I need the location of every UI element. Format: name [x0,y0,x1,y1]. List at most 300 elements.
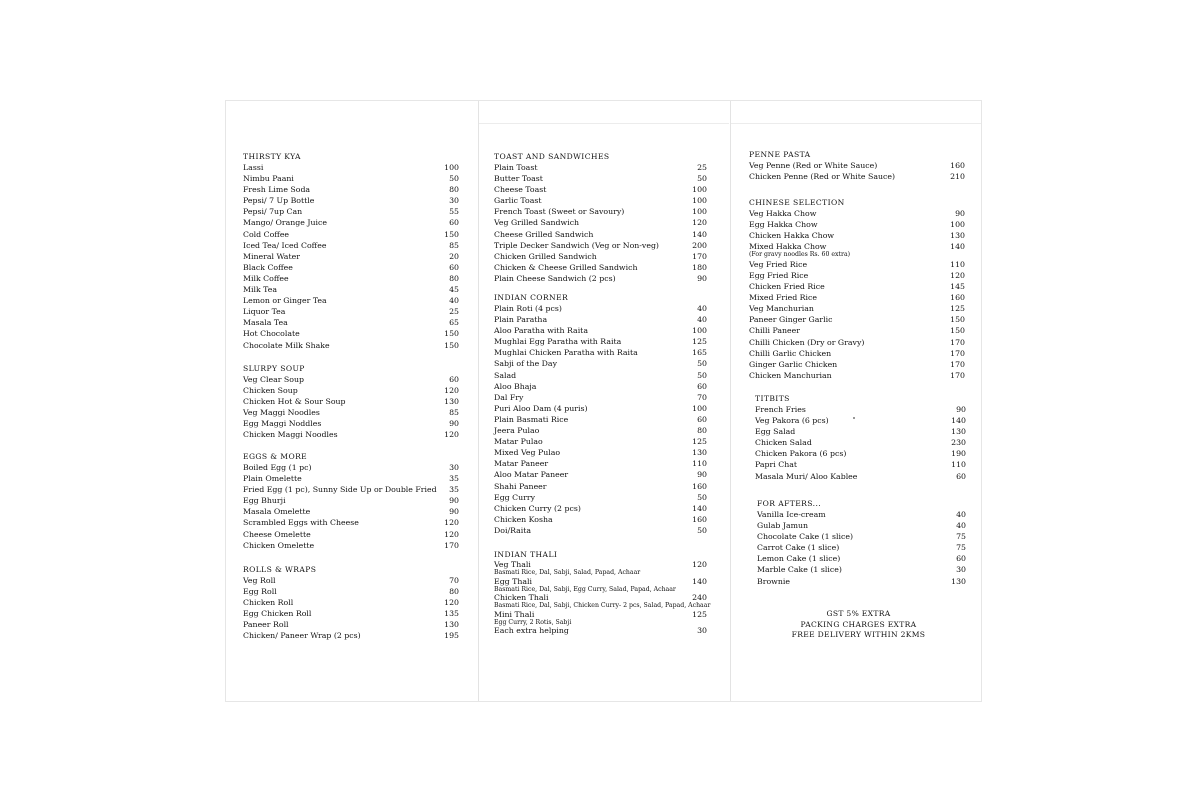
menu-item-name: Plain Omelette [243,474,302,484]
menu-item-name: Egg Salad [755,427,796,437]
menu-item-price: 120 [444,430,459,440]
menu-item [243,195,459,206]
menu-item [494,481,707,492]
menu-item-price: 160 [950,293,965,303]
menu-item-price: 150 [444,229,459,239]
menu-item-price: 40 [956,521,966,531]
menu-item-price: 40 [956,510,966,519]
menu-item-price: 90 [956,405,966,414]
menu-item [494,195,707,206]
menu-item-name: Aloo Bhaja [494,381,537,391]
menu-item-name: Vanilla Ice-cream [757,510,826,519]
menu-item [243,328,459,339]
menu-item [755,415,966,426]
menu-item-name: Chicken Hakka Chow [749,231,835,241]
section-title: INDIAN THALI [494,550,558,559]
menu-item-name: Mixed Veg Pulao [494,448,561,458]
menu-item [494,458,707,469]
menu-item-name: Mini Thali [494,609,535,619]
menu-item-name: Masala Omelette [243,507,311,517]
menu-item-name: Gulab Jamun [757,521,809,531]
menu-item-name: Salad [494,370,517,380]
menu-item [243,162,459,173]
menu-item-name: Chicken Salad [755,438,812,448]
menu-item-name: Cheese Grilled Sandwich [494,229,594,239]
menu-item-price: 80 [449,185,459,195]
menu-item [243,473,459,484]
menu-item-name: Chicken Penne (Red or White Sauce) [749,172,896,182]
menu-item-name: Doi/Raita [494,525,532,535]
menu-item-price: 85 [449,408,459,418]
menu-item-price: 25 [449,307,459,317]
menu-item [243,396,459,407]
menu-item-price: 140 [950,242,965,252]
menu-item-description: Basmati Rice, Dal, Sabji, Chicken Curry- 2 pcs, Salad, Papad, Achaar [494,602,711,609]
menu-item [494,414,707,425]
menu-item-price: 165 [692,348,707,358]
menu-item-price: 20 [449,251,459,261]
menu-item-name: Brownie [757,576,790,586]
menu-item-name: Triple Decker Sandwich (Veg or Non-veg) [494,240,659,250]
menu-column-1 [226,101,477,701]
menu-item [494,162,707,173]
menu-item [243,306,459,317]
menu-item [494,425,707,436]
menu-item-price: 60 [697,414,707,424]
section-penne-pasta [749,149,965,182]
menu-item-name: Chilli Paneer [749,326,800,336]
menu-item [243,418,459,429]
menu-item-price: 60 [449,218,459,228]
menu-item-price: 50 [697,370,707,380]
menu-item-price: 65 [449,318,459,328]
menu-item [243,385,459,396]
menu-item-name: Chicken Maggi Noodles [243,430,338,440]
menu-item-price: 100 [692,207,707,217]
menu-item-name: Chicken Soup [243,386,298,396]
menu-item-name: Cheese Toast [494,185,547,195]
menu-item-name: Veg Maggi Noodles [243,408,320,418]
menu-item-price: 55 [449,207,459,217]
menu-item-price: 90 [955,209,965,218]
menu-item-price: 120 [692,218,707,228]
menu-item-price: 160 [692,514,707,524]
section-thirsty-kya [243,151,459,351]
menu-item-name: Veg Hakka Chow [749,209,817,218]
menu-item-name: Paneer Ginger Garlic [749,315,833,325]
menu-item-price: 100 [444,163,459,172]
footer-notes [741,609,976,641]
menu-item-name: Jeera Pulao [494,426,540,436]
menu-item-price: 145 [950,282,965,292]
menu-item-price: 170 [950,348,965,358]
menu-item-price: 100 [692,196,707,206]
menu-item-price: 120 [444,598,459,608]
menu-sheet [225,100,982,702]
menu-item-price: 130 [951,576,966,586]
menu-item-name: Pepsi/ 7 Up Bottle [243,196,315,206]
menu-item-name: Garlic Toast [494,196,542,206]
menu-item [494,217,707,228]
menu-item-name: Chicken Thali [494,593,549,602]
menu-item-name: Dal Fry [494,392,524,402]
menu-item-name: Mango/ Orange Juice [243,218,327,228]
menu-item-name: Egg Chicken Roll [243,609,312,619]
menu-item-name: Shahi Paneer [494,481,547,491]
section-slurpy-soup [243,363,459,441]
menu-item-name: Aloo Matar Paneer [494,470,569,480]
menu-item-name: Chicken Curry (2 pcs) [494,503,581,513]
menu-item-description: Egg Curry, 2 Rotis, Sabji [494,618,572,626]
menu-item-name: Chicken Fried Rice [749,282,825,292]
menu-item [243,608,459,619]
menu-item [243,540,459,551]
menu-item [757,542,966,553]
menu-item [749,270,965,281]
menu-item [494,251,707,262]
menu-item-price: 170 [444,540,459,550]
menu-item-name: Veg Manchurian [749,304,814,314]
menu-item [749,259,965,270]
menu-item [243,517,459,528]
menu-item-price: 35 [449,485,459,495]
menu-item [494,514,707,525]
menu-item-name: Puri Aloo Dam (4 puris) [494,403,588,413]
section-title: ROLLS & WRAPS [243,565,317,574]
menu-item [757,576,966,587]
menu-item-name: Papri Chat [755,460,798,470]
menu-item [494,184,707,195]
menu-item-name: Chicken/ Paneer Wrap (2 pcs) [243,631,361,641]
menu-item [749,230,965,241]
menu-item-price: 150 [444,329,459,339]
menu-item [243,495,459,506]
menu-item-price: 60 [956,554,966,564]
menu-column-2 [478,101,729,701]
menu-item-name: Chicken Roll [243,598,294,608]
menu-item [757,564,966,575]
menu-item [494,503,707,514]
divider [731,123,981,124]
menu-item-name: Lemon or Ginger Tea [243,296,327,306]
menu-item-price: 195 [444,631,459,641]
menu-item [494,303,707,314]
menu-item-price: 150 [950,315,965,325]
menu-item-price: 45 [449,285,459,295]
menu-item [494,325,707,336]
section-title: FOR AFTERS... [757,499,822,508]
menu-item [494,447,707,458]
menu-item-price: 90 [449,496,459,506]
menu-item-name: Egg Bhurji [243,496,286,506]
section-title: THIRSTY KYA [243,152,301,161]
menu-item-price: 125 [692,609,707,619]
menu-item [243,484,459,495]
menu-item [494,314,707,325]
menu-item-name: Mixed Fried Rice [749,293,818,303]
menu-item-name: Chicken Kosha [494,514,553,524]
menu-item [494,381,707,392]
menu-item-price: 90 [697,470,707,480]
menu-item [243,529,459,540]
menu-item-price: 130 [444,620,459,630]
menu-item [494,469,707,480]
menu-item [749,219,965,230]
menu-item [755,426,966,437]
menu-item-name: Egg Curry [494,492,535,502]
menu-item-price: 90 [449,419,459,429]
menu-item-name: Mughlai Chicken Paratha with Raita [494,348,638,358]
menu-item-price: 80 [449,587,459,597]
menu-item-price: 130 [692,448,707,458]
menu-item-price: 85 [449,240,459,250]
menu-item [494,173,707,184]
menu-item-name: Chocolate Cake (1 slice) [757,532,854,542]
menu-item [749,171,965,182]
menu-item-name: Plain Cheese Sandwich (2 pcs) [494,273,616,283]
section-title: TITBITS [755,394,790,403]
menu-item [243,429,459,440]
menu-item-price: 110 [692,459,707,469]
menu-item-name: Egg Maggi Noddles [243,419,322,429]
section-indian-thali [494,549,711,636]
menu-item-name: Mixed Hakka Chow [749,242,827,252]
menu-item [749,337,965,348]
menu-item-name: Mineral Water [243,251,300,261]
menu-item-price: 50 [697,492,707,502]
menu-item-price: 100 [692,403,707,413]
footer-note-gst: GST 5% EXTRA [826,609,891,618]
section-title: CHINESE SELECTION [749,198,845,207]
menu-item-price: 170 [950,337,965,347]
menu-item-name: French Toast (Sweet or Savoury) [494,207,625,217]
menu-item-name: Matar Pulao [494,437,543,447]
menu-item [243,619,459,630]
menu-item-name: Plain Roti (4 pcs) [494,304,562,313]
menu-item [749,370,965,381]
menu-item [757,520,966,531]
menu-item-name: Plain Paratha [494,315,548,325]
menu-item-name: Each extra helping [494,626,569,635]
menu-item-name: Egg Roll [243,587,277,597]
menu-column-3 [730,101,981,701]
menu-item [243,317,459,328]
menu-item-price: 60 [697,381,707,391]
menu-item-price: 230 [951,438,966,448]
menu-item [494,240,707,251]
menu-item [494,273,707,284]
menu-item-name: Veg Roll [243,576,276,585]
menu-item-name: Milk Tea [243,285,278,295]
menu-item-price: 110 [951,460,966,470]
section-title: PENNE PASTA [749,150,811,159]
menu-item-name: Egg Fried Rice [749,270,809,280]
menu-item [755,471,966,482]
menu-item [243,506,459,517]
footer-note-packing: PACKING CHARGES EXTRA [800,619,917,629]
menu-item-name: Fried Egg (1 pc), Sunny Side Up or Double Fried [243,485,437,495]
menu-item-name: Veg Penne (Red or White Sauce) [749,161,878,170]
menu-item-name: Plain Toast [494,163,538,172]
menu-item-price: 120 [692,560,707,569]
section-title: EGGS & MORE [243,452,308,461]
menu-item [755,437,966,448]
menu-item [494,492,707,503]
section-title: TOAST AND SANDWICHES [494,152,610,161]
menu-item-price: 210 [950,172,965,182]
menu-item [243,229,459,240]
menu-item-price: 150 [444,340,459,350]
menu-item-price: 170 [950,359,965,369]
menu-item-price: 140 [692,229,707,239]
menu-item-price: 140 [951,416,966,426]
menu-item-price: 90 [449,507,459,517]
menu-item-price: 150 [950,326,965,336]
menu-item-price: 160 [692,481,707,491]
menu-item-name: Chicken Omelette [243,540,315,550]
menu-item [243,295,459,306]
menu-item-name: Aloo Paratha with Raita [494,326,588,336]
menu-item [749,160,965,171]
menu-item-name: Chicken Grilled Sandwich [494,251,597,261]
menu-item [494,336,707,347]
menu-item [749,359,965,370]
menu-item [243,284,459,295]
menu-item-name: Chicken & Cheese Grilled Sandwich [494,262,638,272]
menu-item [494,403,707,414]
menu-item [755,404,966,415]
menu-item-name: Chicken Hot & Sour Soup [243,397,346,407]
menu-item [757,531,966,542]
menu-item-description: (For gravy noodles Rs. 60 extra) [749,251,851,259]
menu-item-price: 70 [697,392,707,402]
menu-item [755,459,966,470]
menu-item-price: 80 [449,273,459,283]
menu-item-name: Veg Pakora (6 pcs) [755,416,829,426]
menu-item-price: 40 [697,304,707,313]
menu-item [757,553,966,564]
menu-item-price: 50 [697,525,707,535]
menu-item-price: 160 [950,161,965,170]
section-rolls-wraps [243,564,459,642]
menu-item-price: 30 [449,463,459,472]
menu-item-price: 50 [697,359,707,369]
menu-item [494,436,707,447]
menu-item-name: Mughlai Egg Paratha with Raita [494,337,622,347]
divider [479,123,729,124]
section-title: SLURPY SOUP [243,364,305,373]
menu-item-price: 25 [697,163,707,172]
menu-item-name: Nimbu Paani [243,174,294,184]
menu-item-price: 90 [697,273,707,283]
menu-item-description: Basmati Rice, Dal, Sabji, Salad, Papad, Achaar [494,569,641,576]
section-for-afters [757,498,966,587]
menu-item-name: Chicken Pakora (6 pcs) [755,449,847,459]
menu-item-price: 35 [449,474,459,484]
menu-item-name: Veg Grilled Sandwich [494,218,580,228]
menu-item-price: 75 [956,532,966,542]
menu-item-price: 240 [692,593,707,602]
menu-item-price: 135 [444,609,459,619]
menu-item [757,509,966,520]
menu-item [243,173,459,184]
menu-item-description: Basmati Rice, Dal, Sabji, Egg Curry, Salad, Papad, Achaar [494,585,676,593]
menu-item-price: 125 [950,304,965,314]
menu-item-price: 75 [956,543,966,553]
menu-item-name: Fresh Lime Soda [243,185,311,195]
menu-item-name: Cold Coffee [243,229,290,239]
menu-item [243,407,459,418]
menu-item-name: Matar Paneer [494,459,549,469]
menu-item [243,217,459,228]
footer-note-delivery: FREE DELIVERY WITHIN 2KMS [791,630,926,639]
menu-item-price: 140 [692,503,707,513]
menu-item-name: Boiled Egg (1 pc) [243,463,312,472]
menu-item-price: 180 [692,262,707,272]
menu-item [243,184,459,195]
menu-item [243,630,459,641]
menu-item [749,303,965,314]
speck-mark [853,417,855,419]
menu-item [494,392,707,403]
menu-item [494,347,707,358]
menu-item-price: 60 [449,375,459,384]
menu-item [243,374,459,385]
menu-item [749,281,965,292]
menu-item [494,370,707,381]
menu-item [243,597,459,608]
menu-item-price: 120 [444,518,459,528]
menu-item-name: Black Coffee [243,262,293,272]
menu-item [243,206,459,217]
menu-item-price: 60 [956,471,966,481]
menu-item [243,462,459,473]
menu-item-price: 70 [449,576,459,585]
menu-item-name: Pepsi/ 7up Can [243,207,303,217]
menu-item-price: 125 [692,437,707,447]
menu-item [749,208,965,219]
menu-item [494,358,707,369]
menu-item [494,206,707,217]
menu-item-price: 120 [444,529,459,539]
menu-item-name: Lassi [243,163,264,172]
menu-item-name: Veg Clear Soup [243,375,304,384]
menu-item-name: Chilli Chicken (Dry or Gravy) [749,337,865,347]
menu-item-price: 40 [697,315,707,325]
menu-item [243,240,459,251]
menu-item-price: 50 [449,174,459,184]
menu-item-price: 60 [449,262,459,272]
menu-item-name: Iced Tea/ Iced Coffee [243,240,327,250]
menu-item [494,525,707,536]
menu-item-name: Masala Tea [243,318,288,328]
menu-item-price: 130 [951,427,966,437]
menu-item-price: 110 [950,259,965,269]
menu-item-price: 40 [449,296,459,306]
menu-item-price: 50 [697,174,707,184]
menu-item-price: 140 [692,576,707,586]
menu-item-name: Veg Fried Rice [749,259,808,269]
menu-item-name: Hot Chocolate [243,329,300,339]
menu-item [494,262,707,273]
section-chinese-selection [749,197,965,381]
menu-item-name: Scrambled Eggs with Cheese [243,518,359,528]
menu-item-price: 120 [950,270,965,280]
menu-item-name: Liquor Tea [243,307,286,317]
menu-item-price: 80 [697,426,707,436]
menu-item-price: 120 [444,386,459,396]
menu-item [749,325,965,336]
